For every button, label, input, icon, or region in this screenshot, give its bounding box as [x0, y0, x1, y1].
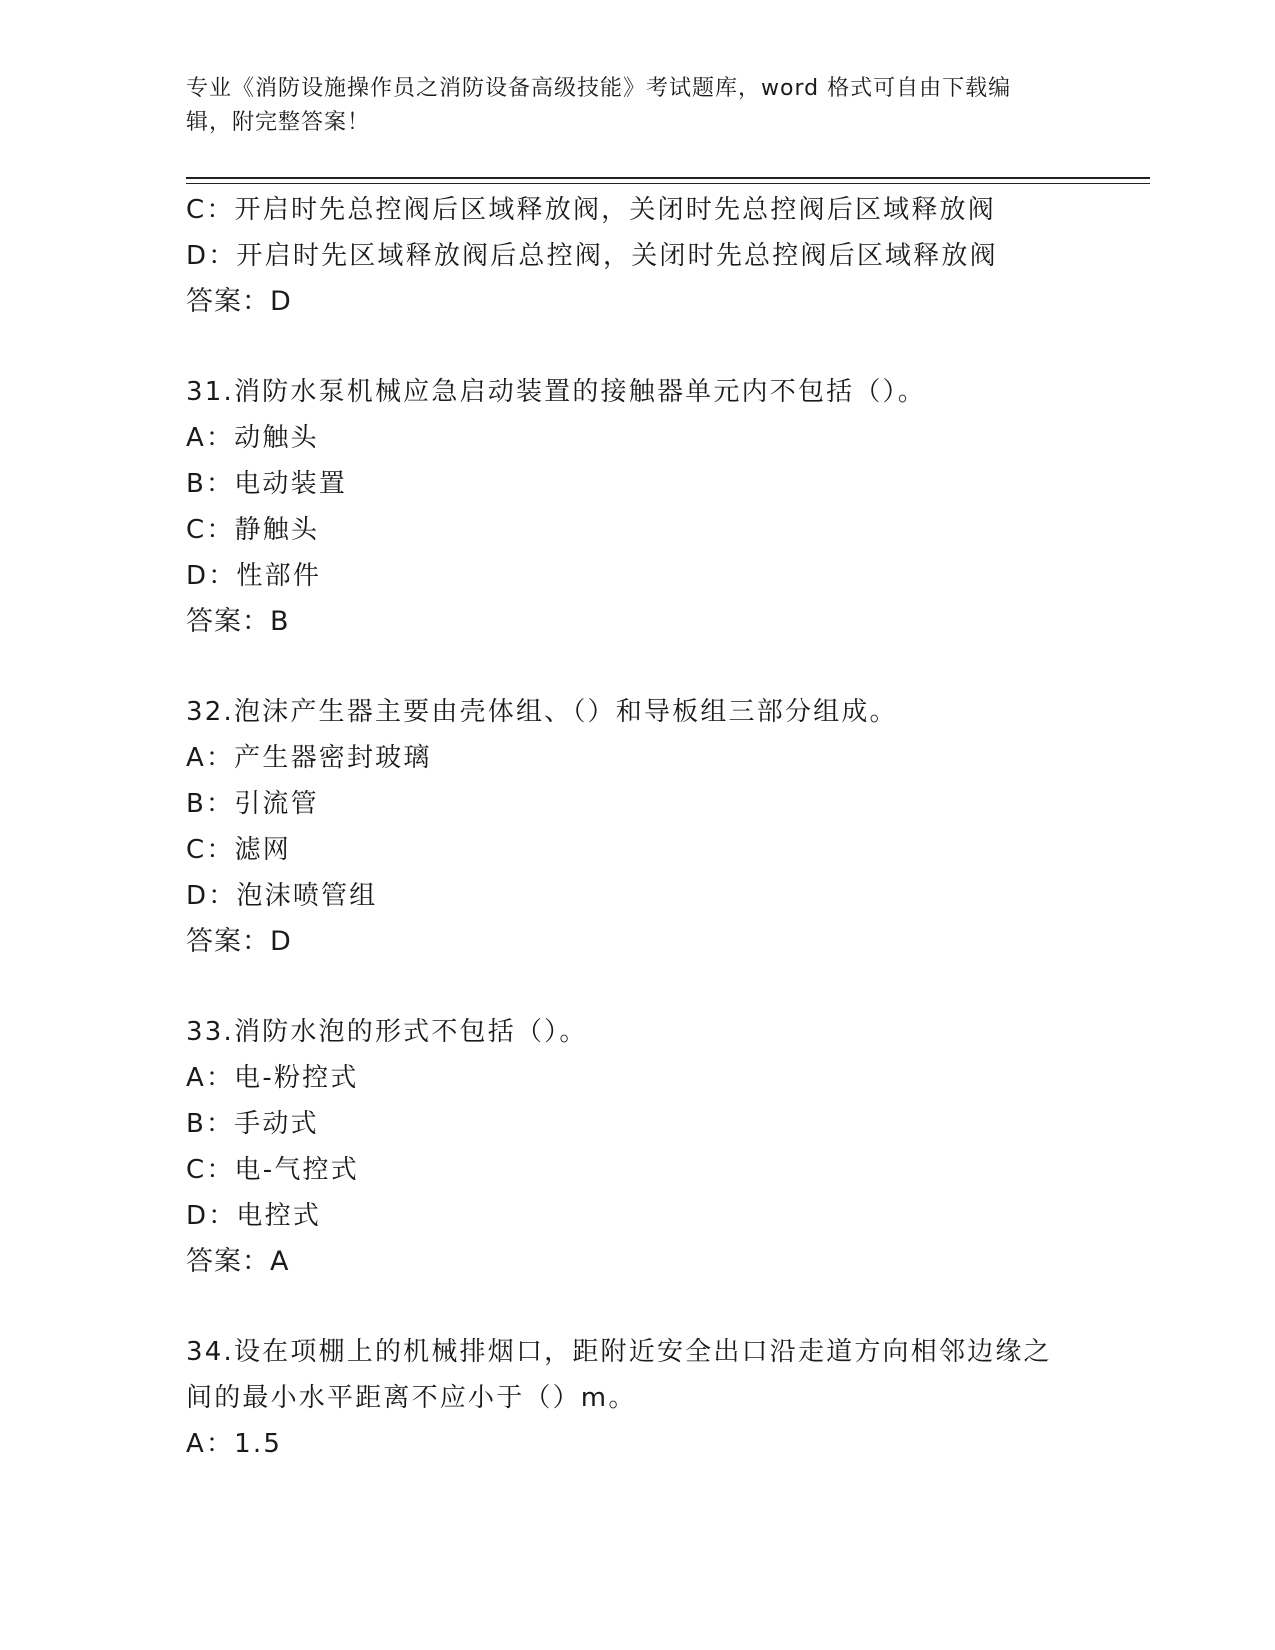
answer: 答案：D — [186, 286, 292, 317]
header-line-2: 辑，附完整答案！ — [186, 110, 371, 135]
option-c: C：电-气控式 — [186, 1155, 359, 1185]
option-c: C：静触头 — [186, 515, 320, 545]
option-d: D：性部件 — [186, 561, 322, 591]
option-c: C：滤网 — [186, 835, 291, 865]
question-list — [186, 187, 1086, 1467]
option-a: A：电-粉控式 — [186, 1063, 359, 1093]
question-text-line-2: 间的最小水平距离不应小于（）m。 — [186, 1383, 637, 1413]
question-32 — [186, 689, 1086, 965]
header-rule-thick — [186, 177, 1150, 179]
option-a: A：1.5 — [186, 1429, 283, 1459]
option-b: B：手动式 — [186, 1109, 319, 1139]
question-text: 31.消防水泵机械应急启动装置的接触器单元内不包括（）。 — [186, 377, 926, 407]
question-33 — [186, 1009, 1086, 1285]
option-d: D：泡沫喷管组 — [186, 881, 378, 911]
answer: 答案：D — [186, 926, 292, 957]
question-34 — [186, 1329, 1086, 1467]
option-d: D：电控式 — [186, 1201, 322, 1231]
document-header — [186, 72, 1066, 140]
header-rule-thin — [186, 183, 1150, 184]
question-31 — [186, 369, 1086, 645]
question-text-line-1: 34.设在项棚上的机械排烟口，距附近安全出口沿走道方向相邻边缘之 — [186, 1337, 1052, 1367]
option-a: A：动触头 — [186, 423, 319, 453]
question-text: 33.消防水泡的形式不包括（）。 — [186, 1017, 588, 1047]
question-30 — [186, 187, 1086, 325]
option-b: B：引流管 — [186, 789, 319, 819]
option-b: B：电动装置 — [186, 469, 348, 499]
header-line-1: 专业《消防设施操作员之消防设备高级技能》考试题库，word 格式可自由下载编 — [186, 76, 1012, 101]
option-a: A：产生器密封玻璃 — [186, 743, 432, 773]
answer: 答案：B — [186, 606, 290, 637]
option-c: C：开启时先总控阀后区域释放阀，关闭时先总控阀后区域释放阀 — [186, 195, 996, 225]
option-d: D：开启时先区域释放阀后总控阀，关闭时先总控阀后区域释放阀 — [186, 241, 998, 271]
question-text: 32.泡沫产生器主要由壳体组、（）和导板组三部分组成。 — [186, 697, 898, 727]
answer: 答案：A — [186, 1246, 290, 1277]
